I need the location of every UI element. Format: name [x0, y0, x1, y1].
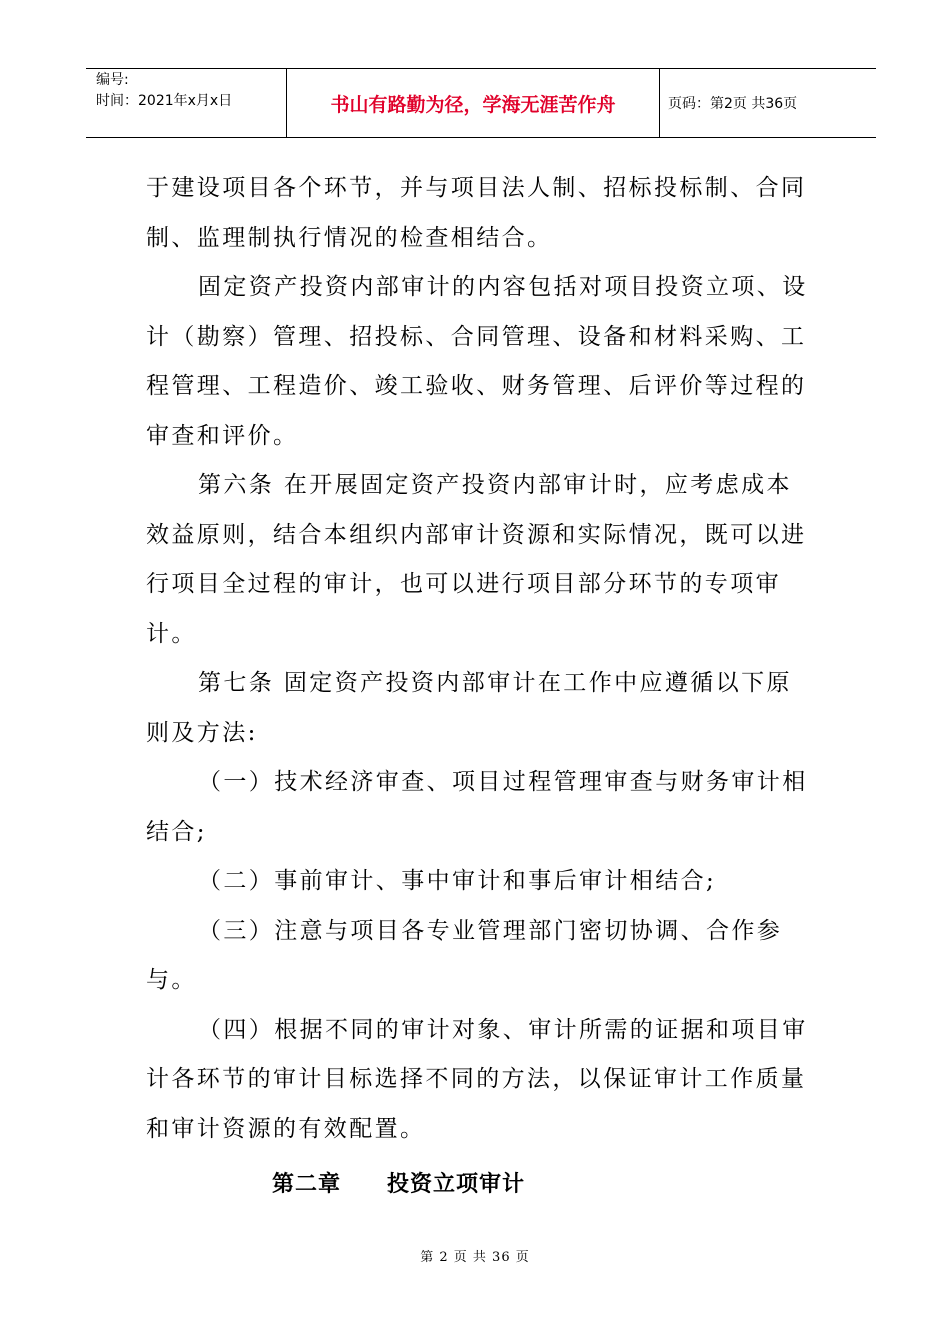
list-item: （三）注意与项目各专业管理部门密切协调、合作参与。 — [146, 917, 783, 993]
list-item: （二）事前审计、事中审计和事后审计相结合; — [198, 868, 717, 894]
document-body — [146, 164, 811, 1210]
page-footer: 第 2 页 共 36 页 — [420, 1250, 530, 1265]
chapter-title: 投资立项审计 — [387, 1172, 526, 1197]
paragraph: 第六条 在开展固定资产投资内部审计时，应考虑成本效益原则，结合本组织内部审计资源和实际情况，既可以进行项目全过程的审计，也可以进行项目部分环节的专项审计。 — [146, 472, 807, 647]
paragraph: 于建设项目各个环节，并与项目法人制、招标投标制、合同制、监理制执行情况的检查相结合。 — [146, 175, 807, 251]
header-meta — [86, 69, 287, 137]
list-item: （一）技术经济审查、项目过程管理审查与财务审计相结合; — [146, 769, 808, 845]
chapter-number: 第二章 — [272, 1172, 342, 1197]
time-label: 时间：2021年x月x日 — [96, 93, 233, 109]
paragraph: 第七条 固定资产投资内部审计在工作中应遵循以下原则及方法: — [146, 670, 792, 746]
number-label: 编号: — [96, 72, 129, 88]
document-header — [86, 68, 876, 138]
header-page-info: 页码：第2页 共36页 — [668, 96, 798, 112]
chapter-heading — [146, 1160, 811, 1210]
paragraph: 固定资产投资内部审计的内容包括对项目投资立项、设计（勘察）管理、招投标、合同管理、设备和材料采购、工程管理、工程造价、竣工验收、财务管理、后评价等过程的审查和评价。 — [146, 274, 808, 449]
list-item: （四）根据不同的审计对象、审计所需的证据和项目审计各环节的审计目标选择不同的方法，以保证审计工作质量和审计资源的有效配置。 — [146, 1016, 808, 1142]
header-motto: 书山有路勤为径，学海无涯苦作舟 — [287, 69, 660, 137]
